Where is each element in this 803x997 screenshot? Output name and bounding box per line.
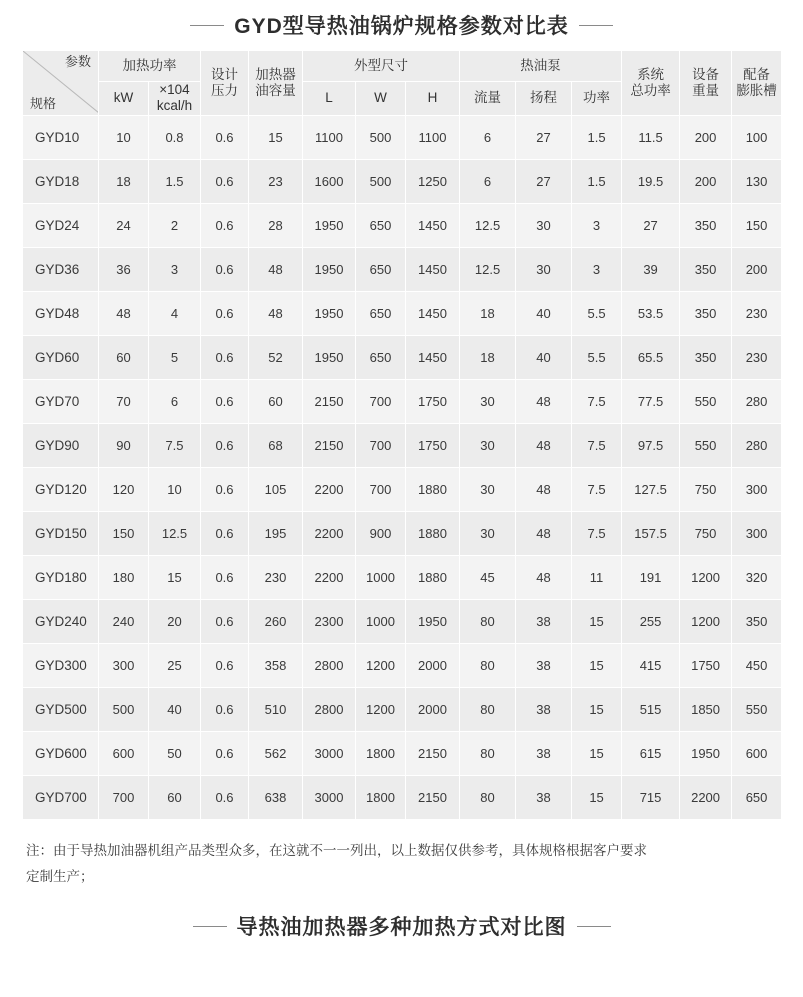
cell-kw: 120 — [99, 467, 149, 511]
cell-kw: 60 — [99, 335, 149, 379]
cell-pump-head: 38 — [516, 643, 572, 687]
table-row — [23, 335, 782, 379]
cell-pump-flow: 80 — [460, 775, 516, 819]
header-expansion-tank-line2: 膨胀槽 — [736, 82, 777, 98]
cell-expansion-tank: 600 — [732, 731, 782, 775]
cell-weight: 1950 — [680, 731, 732, 775]
cell-kw: 48 — [99, 291, 149, 335]
cell-kcal: 40 — [149, 687, 201, 731]
cell-oil-capacity: 15 — [249, 115, 303, 159]
header-design-pressure — [201, 51, 249, 116]
header-expansion-tank — [732, 51, 782, 116]
cell-pump-head: 38 — [516, 687, 572, 731]
cell-height: 1450 — [406, 335, 460, 379]
cell-pump-power: 7.5 — [572, 379, 622, 423]
table-row — [23, 203, 782, 247]
header-pump-flow: 流量 — [460, 82, 516, 116]
header-oil-capacity — [249, 51, 303, 116]
cell-length: 1950 — [303, 291, 356, 335]
cell-model: GYD48 — [23, 291, 99, 335]
cell-length: 1950 — [303, 247, 356, 291]
bottom-title-block — [0, 903, 803, 943]
cell-weight: 2200 — [680, 775, 732, 819]
cell-width: 1200 — [356, 687, 406, 731]
cell-pump-power: 11 — [572, 555, 622, 599]
cell-oil-capacity: 562 — [249, 731, 303, 775]
page-title: GYD型导热油锅炉规格参数对比表 — [234, 15, 569, 38]
cell-length: 2800 — [303, 687, 356, 731]
cell-system-total: 715 — [622, 775, 680, 819]
cell-height: 1950 — [406, 599, 460, 643]
cell-kcal: 6 — [149, 379, 201, 423]
cell-pump-flow: 6 — [460, 115, 516, 159]
cell-pump-head: 48 — [516, 511, 572, 555]
cell-pump-head: 30 — [516, 203, 572, 247]
cell-height: 1750 — [406, 379, 460, 423]
cell-design-pressure: 0.6 — [201, 467, 249, 511]
cell-system-total: 255 — [622, 599, 680, 643]
cell-expansion-tank: 300 — [732, 511, 782, 555]
cell-pump-power: 1.5 — [572, 159, 622, 203]
cell-kcal: 15 — [149, 555, 201, 599]
spec-table — [22, 50, 782, 820]
cell-pump-flow: 80 — [460, 731, 516, 775]
cell-model: GYD300 — [23, 643, 99, 687]
cell-model: GYD36 — [23, 247, 99, 291]
cell-kw: 700 — [99, 775, 149, 819]
cell-pump-power: 15 — [572, 687, 622, 731]
cell-pump-flow: 30 — [460, 511, 516, 555]
cell-pump-head: 40 — [516, 335, 572, 379]
cell-expansion-tank: 350 — [732, 599, 782, 643]
cell-expansion-tank: 230 — [732, 335, 782, 379]
cell-model: GYD24 — [23, 203, 99, 247]
cell-design-pressure: 0.6 — [201, 159, 249, 203]
cell-system-total: 53.5 — [622, 291, 680, 335]
cell-length: 2150 — [303, 423, 356, 467]
cell-weight: 1750 — [680, 643, 732, 687]
cell-system-total: 39 — [622, 247, 680, 291]
cell-design-pressure: 0.6 — [201, 687, 249, 731]
cell-height: 1100 — [406, 115, 460, 159]
cell-design-pressure: 0.6 — [201, 247, 249, 291]
cell-model: GYD180 — [23, 555, 99, 599]
cell-model: GYD500 — [23, 687, 99, 731]
cell-kcal: 7.5 — [149, 423, 201, 467]
cell-design-pressure: 0.6 — [201, 203, 249, 247]
cell-length: 3000 — [303, 731, 356, 775]
cell-pump-head: 40 — [516, 291, 572, 335]
cell-length: 2800 — [303, 643, 356, 687]
cell-model: GYD700 — [23, 775, 99, 819]
cell-expansion-tank: 300 — [732, 467, 782, 511]
cell-pump-power: 15 — [572, 643, 622, 687]
cell-model: GYD150 — [23, 511, 99, 555]
cell-model: GYD70 — [23, 379, 99, 423]
cell-model: GYD120 — [23, 467, 99, 511]
cell-width: 700 — [356, 379, 406, 423]
cell-width: 1000 — [356, 599, 406, 643]
header-equipment-weight — [680, 51, 732, 116]
cell-width: 700 — [356, 423, 406, 467]
cell-model: GYD600 — [23, 731, 99, 775]
cell-kw: 150 — [99, 511, 149, 555]
cell-expansion-tank: 100 — [732, 115, 782, 159]
header-pump-head: 扬程 — [516, 82, 572, 116]
cell-expansion-tank: 550 — [732, 687, 782, 731]
cell-kw: 24 — [99, 203, 149, 247]
cell-system-total: 127.5 — [622, 467, 680, 511]
cell-length: 1100 — [303, 115, 356, 159]
cell-weight: 350 — [680, 335, 732, 379]
header-system-total-power-line1: 系统 — [637, 66, 665, 82]
cell-system-total: 19.5 — [622, 159, 680, 203]
table-row — [23, 115, 782, 159]
cell-weight: 1850 — [680, 687, 732, 731]
cell-kcal: 3 — [149, 247, 201, 291]
cell-kw: 90 — [99, 423, 149, 467]
cell-kcal: 2 — [149, 203, 201, 247]
table-body — [23, 115, 782, 819]
cell-kw: 240 — [99, 599, 149, 643]
cell-length: 1950 — [303, 335, 356, 379]
cell-design-pressure: 0.6 — [201, 599, 249, 643]
cell-height: 1880 — [406, 555, 460, 599]
cell-design-pressure: 0.6 — [201, 643, 249, 687]
header-oil-capacity-line1: 加热器 — [255, 66, 296, 82]
header-corner-cell — [23, 51, 99, 116]
cell-weight: 350 — [680, 247, 732, 291]
header-kw: kW — [99, 82, 149, 116]
cell-pump-flow: 30 — [460, 379, 516, 423]
cell-system-total: 11.5 — [622, 115, 680, 159]
header-system-total-power-line2: 总功率 — [630, 82, 671, 98]
cell-width: 700 — [356, 467, 406, 511]
cell-pump-head: 48 — [516, 379, 572, 423]
cell-weight: 200 — [680, 115, 732, 159]
cell-expansion-tank: 200 — [732, 247, 782, 291]
cell-design-pressure: 0.6 — [201, 335, 249, 379]
cell-pump-flow: 80 — [460, 599, 516, 643]
cell-oil-capacity: 105 — [249, 467, 303, 511]
cell-oil-capacity: 23 — [249, 159, 303, 203]
cell-pump-flow: 45 — [460, 555, 516, 599]
cell-height: 1750 — [406, 423, 460, 467]
cell-weight: 550 — [680, 423, 732, 467]
table-row — [23, 731, 782, 775]
cell-kw: 18 — [99, 159, 149, 203]
cell-design-pressure: 0.6 — [201, 423, 249, 467]
cell-kw: 10 — [99, 115, 149, 159]
cell-height: 2000 — [406, 687, 460, 731]
cell-kcal: 5 — [149, 335, 201, 379]
cell-system-total: 615 — [622, 731, 680, 775]
header-row-1 — [23, 51, 782, 82]
cell-kw: 500 — [99, 687, 149, 731]
cell-system-total: 191 — [622, 555, 680, 599]
cell-kcal: 12.5 — [149, 511, 201, 555]
bottom-section-title: 导热油加热器多种加热方式对比图 — [236, 916, 567, 940]
header-height: H — [406, 82, 460, 116]
cell-height: 1450 — [406, 291, 460, 335]
cell-expansion-tank: 280 — [732, 423, 782, 467]
cell-weight: 350 — [680, 291, 732, 335]
cell-pump-head: 48 — [516, 467, 572, 511]
cell-width: 650 — [356, 203, 406, 247]
cell-kcal: 25 — [149, 643, 201, 687]
cell-oil-capacity: 195 — [249, 511, 303, 555]
cell-height: 2150 — [406, 731, 460, 775]
cell-pump-power: 15 — [572, 731, 622, 775]
cell-oil-capacity: 28 — [249, 203, 303, 247]
spec-table-wrapper — [0, 44, 803, 820]
header-kcal-line1: ×104 — [159, 82, 190, 97]
cell-kcal: 20 — [149, 599, 201, 643]
table-row — [23, 643, 782, 687]
cell-width: 500 — [356, 159, 406, 203]
cell-kcal: 1.5 — [149, 159, 201, 203]
cell-oil-capacity: 60 — [249, 379, 303, 423]
cell-oil-capacity: 48 — [249, 247, 303, 291]
cell-oil-capacity: 638 — [249, 775, 303, 819]
cell-pump-flow: 6 — [460, 159, 516, 203]
cell-kw: 300 — [99, 643, 149, 687]
cell-design-pressure: 0.6 — [201, 115, 249, 159]
cell-width: 1800 — [356, 775, 406, 819]
cell-pump-flow: 12.5 — [460, 247, 516, 291]
cell-pump-head: 27 — [516, 115, 572, 159]
cell-pump-power: 15 — [572, 599, 622, 643]
cell-length: 1950 — [303, 203, 356, 247]
cell-oil-capacity: 52 — [249, 335, 303, 379]
cell-weight: 200 — [680, 159, 732, 203]
header-design-pressure-line1: 设计 — [211, 66, 238, 82]
cell-height: 1250 — [406, 159, 460, 203]
cell-weight: 1200 — [680, 599, 732, 643]
cell-system-total: 415 — [622, 643, 680, 687]
table-row — [23, 379, 782, 423]
cell-expansion-tank: 450 — [732, 643, 782, 687]
header-length: L — [303, 82, 356, 116]
cell-height: 1880 — [406, 511, 460, 555]
cell-expansion-tank: 320 — [732, 555, 782, 599]
note-block — [0, 820, 803, 889]
cell-height: 1880 — [406, 467, 460, 511]
cell-kcal: 0.8 — [149, 115, 201, 159]
cell-height: 2000 — [406, 643, 460, 687]
cell-length: 1600 — [303, 159, 356, 203]
cell-pump-head: 38 — [516, 599, 572, 643]
table-row — [23, 247, 782, 291]
cell-length: 2200 — [303, 467, 356, 511]
cell-design-pressure: 0.6 — [201, 379, 249, 423]
bottom-title-rule-left — [193, 926, 227, 927]
cell-kcal: 50 — [149, 731, 201, 775]
cell-oil-capacity: 230 — [249, 555, 303, 599]
header-kcal — [149, 82, 201, 116]
cell-weight: 550 — [680, 379, 732, 423]
cell-pump-head: 38 — [516, 731, 572, 775]
cell-system-total: 515 — [622, 687, 680, 731]
cell-width: 650 — [356, 291, 406, 335]
cell-pump-head: 38 — [516, 775, 572, 819]
cell-expansion-tank: 650 — [732, 775, 782, 819]
cell-kw: 180 — [99, 555, 149, 599]
cell-expansion-tank: 130 — [732, 159, 782, 203]
cell-pump-power: 15 — [572, 775, 622, 819]
cell-weight: 1200 — [680, 555, 732, 599]
top-title-block — [0, 0, 803, 44]
cell-width: 650 — [356, 247, 406, 291]
title-rule-left — [190, 25, 224, 26]
cell-height: 1450 — [406, 247, 460, 291]
cell-oil-capacity: 260 — [249, 599, 303, 643]
header-equipment-weight-line1: 设备 — [692, 66, 720, 82]
cell-model: GYD60 — [23, 335, 99, 379]
cell-expansion-tank: 150 — [732, 203, 782, 247]
cell-design-pressure: 0.6 — [201, 291, 249, 335]
header-oil-capacity-line2: 油容量 — [255, 82, 296, 98]
cell-width: 900 — [356, 511, 406, 555]
header-expansion-tank-line1: 配备 — [743, 66, 771, 82]
cell-design-pressure: 0.6 — [201, 731, 249, 775]
cell-pump-head: 30 — [516, 247, 572, 291]
cell-pump-flow: 12.5 — [460, 203, 516, 247]
note-line-2: 定制生产； — [26, 868, 94, 884]
cell-pump-power: 5.5 — [572, 291, 622, 335]
cell-pump-flow: 18 — [460, 335, 516, 379]
cell-width: 1000 — [356, 555, 406, 599]
cell-width: 1800 — [356, 731, 406, 775]
cell-kw: 600 — [99, 731, 149, 775]
cell-width: 500 — [356, 115, 406, 159]
cell-oil-capacity: 358 — [249, 643, 303, 687]
cell-length: 3000 — [303, 775, 356, 819]
cell-kw: 36 — [99, 247, 149, 291]
table-row — [23, 291, 782, 335]
header-width: W — [356, 82, 406, 116]
cell-pump-flow: 80 — [460, 643, 516, 687]
cell-pump-power: 3 — [572, 247, 622, 291]
table-row — [23, 775, 782, 819]
cell-length: 2200 — [303, 555, 356, 599]
cell-pump-power: 5.5 — [572, 335, 622, 379]
header-equipment-weight-line2: 重量 — [692, 82, 720, 98]
cell-width: 1200 — [356, 643, 406, 687]
header-system-total-power — [622, 51, 680, 116]
cell-system-total: 157.5 — [622, 511, 680, 555]
header-dimensions: 外型尺寸 — [303, 51, 460, 82]
cell-weight: 750 — [680, 511, 732, 555]
cell-length: 2300 — [303, 599, 356, 643]
cell-height: 1450 — [406, 203, 460, 247]
cell-model: GYD240 — [23, 599, 99, 643]
cell-kcal: 10 — [149, 467, 201, 511]
header-pump-power: 功率 — [572, 82, 622, 116]
cell-model: GYD18 — [23, 159, 99, 203]
cell-pump-head: 48 — [516, 555, 572, 599]
cell-model: GYD10 — [23, 115, 99, 159]
cell-pump-head: 48 — [516, 423, 572, 467]
cell-system-total: 27 — [622, 203, 680, 247]
cell-width: 650 — [356, 335, 406, 379]
cell-kcal: 60 — [149, 775, 201, 819]
cell-pump-flow: 80 — [460, 687, 516, 731]
cell-pump-power: 7.5 — [572, 467, 622, 511]
cell-system-total: 97.5 — [622, 423, 680, 467]
cell-model: GYD90 — [23, 423, 99, 467]
cell-pump-flow: 18 — [460, 291, 516, 335]
cell-pump-power: 3 — [572, 203, 622, 247]
table-row — [23, 687, 782, 731]
cell-kcal: 4 — [149, 291, 201, 335]
cell-weight: 350 — [680, 203, 732, 247]
cell-pump-head: 27 — [516, 159, 572, 203]
cell-weight: 750 — [680, 467, 732, 511]
cell-design-pressure: 0.6 — [201, 511, 249, 555]
cell-oil-capacity: 48 — [249, 291, 303, 335]
note-line-1: 注：由于导热加油器机组产品类型众多，在这就不一一列出，以上数据仅供参考，具体规格根据客户要求 — [26, 842, 647, 858]
cell-design-pressure: 0.6 — [201, 775, 249, 819]
cell-design-pressure: 0.6 — [201, 555, 249, 599]
corner-spec-label: 规格 — [30, 96, 57, 112]
table-row — [23, 599, 782, 643]
table-row — [23, 423, 782, 467]
table-row — [23, 511, 782, 555]
cell-kw: 70 — [99, 379, 149, 423]
header-design-pressure-line2: 压力 — [211, 82, 238, 98]
table-row — [23, 555, 782, 599]
corner-param-label: 参数 — [64, 54, 91, 69]
cell-pump-power: 1.5 — [572, 115, 622, 159]
cell-system-total: 77.5 — [622, 379, 680, 423]
table-row — [23, 467, 782, 511]
cell-pump-power: 7.5 — [572, 423, 622, 467]
header-kcal-line2: kcal/h — [156, 98, 193, 114]
cell-pump-flow: 30 — [460, 423, 516, 467]
table-header — [23, 51, 782, 116]
header-hot-oil-pump: 热油泵 — [460, 51, 622, 82]
table-row — [23, 159, 782, 203]
title-rule-right — [579, 25, 613, 26]
bottom-title-rule-right — [577, 926, 611, 927]
cell-expansion-tank: 230 — [732, 291, 782, 335]
cell-pump-power: 7.5 — [572, 511, 622, 555]
header-heating-power: 加热功率 — [99, 51, 201, 82]
cell-height: 2150 — [406, 775, 460, 819]
cell-oil-capacity: 510 — [249, 687, 303, 731]
cell-pump-flow: 30 — [460, 467, 516, 511]
cell-system-total: 65.5 — [622, 335, 680, 379]
cell-oil-capacity: 68 — [249, 423, 303, 467]
cell-length: 2150 — [303, 379, 356, 423]
cell-length: 2200 — [303, 511, 356, 555]
cell-expansion-tank: 280 — [732, 379, 782, 423]
